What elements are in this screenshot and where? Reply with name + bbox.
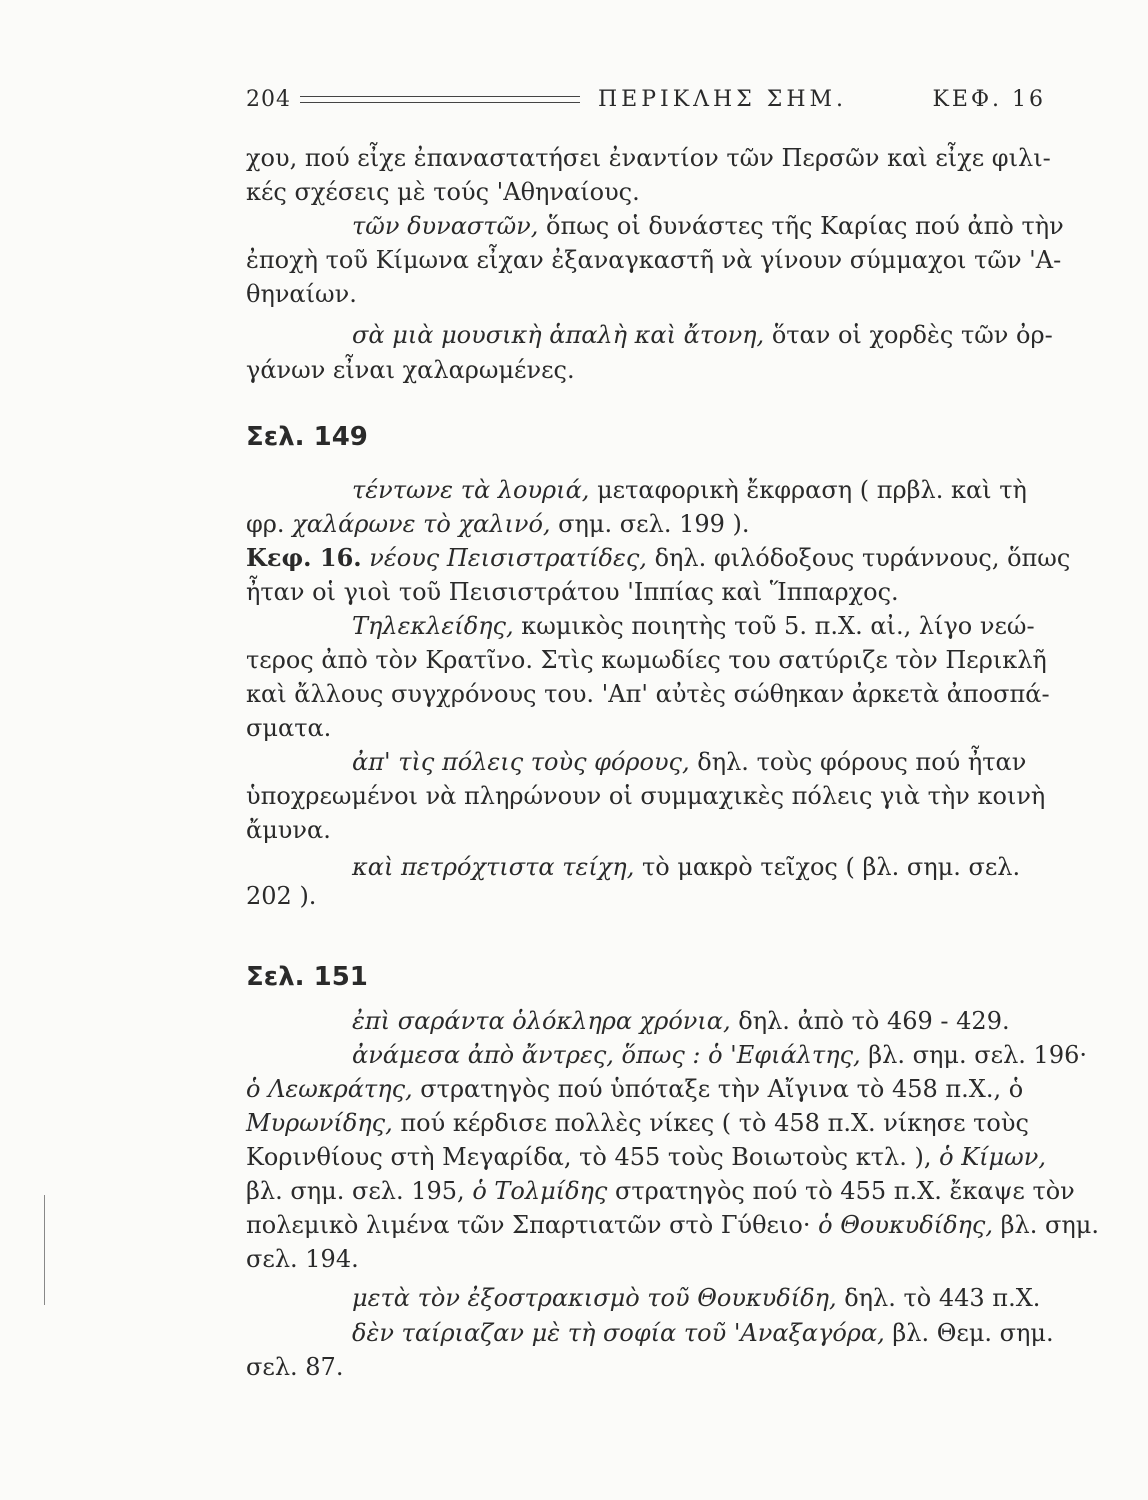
note-line bbox=[246, 1176, 1075, 1206]
note-line bbox=[352, 1283, 1040, 1313]
text-line: τερος ἀπὸ τὸν Κρατῖνο. Στὶς κωμωδίες του σατύριζε τὸν Περικλῆ bbox=[246, 646, 1047, 674]
note-text: δηλ. φιλόδοξους τυράννους, ὅπως bbox=[654, 544, 1071, 572]
text-line: ἦταν οἱ γιοὶ τοῦ Πεισιστράτου 'Ιππίας καὶ Ἵππαρχος. bbox=[246, 578, 899, 606]
section-heading: Σελ. 151 bbox=[246, 962, 368, 992]
note-text: τὸ μακρὸ τεῖχος ( βλ. σημ. σελ. bbox=[641, 853, 1021, 881]
note-line bbox=[352, 852, 1020, 882]
person-name: ὁ Τολμίδης bbox=[472, 1177, 608, 1205]
note-text: βλ. σημ. bbox=[1000, 1211, 1099, 1239]
page-number: 204 bbox=[246, 86, 291, 112]
note-text: δηλ. τὸ 443 π.Χ. bbox=[844, 1284, 1041, 1312]
note-text: βλ. σημ. σελ. 195, bbox=[246, 1177, 465, 1205]
running-title: ΠΕΡΙΚΛΗΣ ΣΗΜ. bbox=[598, 86, 848, 112]
note-text: δηλ. τοὺς φόρους πού ἦταν bbox=[697, 748, 1027, 776]
note-text: σημ. σελ. 199 ). bbox=[558, 510, 750, 538]
lemma: νέους Πεισιστρατίδες, bbox=[369, 544, 647, 572]
note-line bbox=[246, 1074, 1023, 1104]
note-line bbox=[352, 211, 1064, 241]
chapter-ref: Κεφ. 16. bbox=[246, 543, 362, 572]
note-line bbox=[246, 509, 750, 539]
note-text: μεταφορικὴ ἔκφραση ( πρβλ. καὶ τὴ bbox=[597, 476, 1027, 504]
section-heading: Σελ. 149 bbox=[246, 422, 368, 452]
header-rule bbox=[300, 96, 580, 103]
text-line: καὶ ἄλλους συγχρόνους του. 'Απ' αὐτὲς σώθηκαν ἀρκετὰ ἀποσπά- bbox=[246, 680, 1050, 708]
note-line bbox=[352, 1040, 1087, 1070]
lemma: δὲν ταίριαζαν μὲ τὴ σοφία τοῦ 'Αναξαγόρα, bbox=[352, 1319, 885, 1347]
text-line: γάνων εἶναι χαλαρωμένες. bbox=[246, 356, 575, 384]
lemma: σὰ μιὰ μουσικὴ ἁπαλὴ καὶ ἄτονη, bbox=[352, 321, 765, 349]
page-header bbox=[246, 84, 1046, 114]
note-text: κωμικὸς ποιητὴς τοῦ 5. π.Χ. αἰ., λίγο νεώ- bbox=[521, 612, 1035, 640]
note-line bbox=[352, 1318, 1054, 1348]
note-line bbox=[246, 1142, 1046, 1172]
person-name: ὁ Κίμων, bbox=[939, 1143, 1046, 1171]
note-line bbox=[352, 747, 1026, 777]
text-line: χου, πού εἶχε ἐπαναστατήσει ἐναντίον τῶν Περσῶν καὶ εἶχε φιλι- bbox=[246, 144, 1051, 172]
text-line: ἐποχὴ τοῦ Κίμωνα εἶχαν ἐξαναγκαστῆ νὰ γίνουν σύμμαχοι τῶν 'Α- bbox=[246, 246, 1062, 274]
lemma: ἐπὶ σαράντα ὁλόκληρα χρόνια, bbox=[352, 1007, 731, 1035]
note-text: βλ. Θεμ. σημ. bbox=[892, 1319, 1054, 1347]
text-line: ὑποχρεωμένοι νὰ πληρώνουν οἱ συμμαχικὲς πόλεις γιὰ τὴν κοινὴ bbox=[246, 782, 1046, 810]
lemma: χαλάρωνε τὸ χαλινό, bbox=[292, 510, 551, 538]
lemma: ἀνάμεσα ἀπὸ ἄντρες, ὅπως : ὁ 'Εφιάλτης, bbox=[352, 1041, 861, 1069]
note-line bbox=[352, 1006, 1010, 1036]
note-text: ὅταν οἱ χορδὲς τῶν ὀρ- bbox=[771, 321, 1053, 349]
text-line: σελ. 87. bbox=[246, 1353, 344, 1381]
text-line: 202 ). bbox=[246, 882, 317, 910]
note-line bbox=[246, 1108, 1029, 1138]
text-line: θηναίων. bbox=[246, 280, 357, 308]
lemma: Τηλεκλείδης, bbox=[352, 612, 514, 640]
lemma: καὶ πετρόχτιστα τείχη, bbox=[352, 853, 635, 881]
note-text: ὅπως οἱ δυνάστες τῆς Καρίας πού ἀπὸ τὴν bbox=[546, 212, 1064, 240]
lemma: τέντωνε τὰ λουριά, bbox=[352, 476, 590, 504]
lemma: τῶν δυναστῶν, bbox=[352, 212, 539, 240]
note-text: πολεμικὸ λιμένα τῶν Σπαρτιατῶν στὸ Γύθειο· bbox=[246, 1211, 811, 1239]
note-text: Κορινθίους στὴ Μεγαρίδα, τὸ 455 τοὺς Βοιωτοὺς κτλ. ), bbox=[246, 1143, 932, 1171]
note-text: δηλ. ἀπὸ τὸ 469 - 429. bbox=[738, 1007, 1010, 1035]
margin-scan-mark bbox=[44, 1195, 45, 1305]
note-line bbox=[352, 320, 1053, 350]
text-line: ἄμυνα. bbox=[246, 816, 331, 844]
text-line: σελ. 194. bbox=[246, 1245, 359, 1273]
note-line bbox=[246, 543, 1070, 573]
note-line bbox=[352, 611, 1035, 641]
person-name: Μυρωνίδης, bbox=[246, 1109, 393, 1137]
note-text: φρ. bbox=[246, 510, 285, 538]
note-text: στρατηγὸς πού ὑπόταξε τὴν Αἴγινα τὸ 458 π.Χ., ὁ bbox=[420, 1075, 1024, 1103]
note-text: βλ. σημ. σελ. 196· bbox=[868, 1041, 1087, 1069]
lemma: μετὰ τὸν ἐξοστρακισμὸ τοῦ Θουκυδίδη, bbox=[352, 1284, 837, 1312]
note-text: πού κέρδισε πολλὲς νίκες ( τὸ 458 π.Χ. νίκησε τοὺς bbox=[400, 1109, 1029, 1137]
note-line bbox=[246, 1210, 1099, 1240]
lemma: ἀπ' τὶς πόλεις τοὺς φόρους, bbox=[352, 748, 690, 776]
note-text: στρατηγὸς πού τὸ 455 π.Χ. ἔκαψε τὸν bbox=[615, 1177, 1075, 1205]
text-line: σματα. bbox=[246, 714, 332, 742]
chapter-label: ΚΕΦ. 16 bbox=[932, 86, 1046, 112]
person-name: ὁ Λεωκράτης, bbox=[246, 1075, 413, 1103]
note-line bbox=[352, 475, 1027, 505]
person-name: ὁ Θουκυδίδης, bbox=[818, 1211, 993, 1239]
text-line: κές σχέσεις μὲ τούς 'Αθηναίους. bbox=[246, 178, 640, 206]
